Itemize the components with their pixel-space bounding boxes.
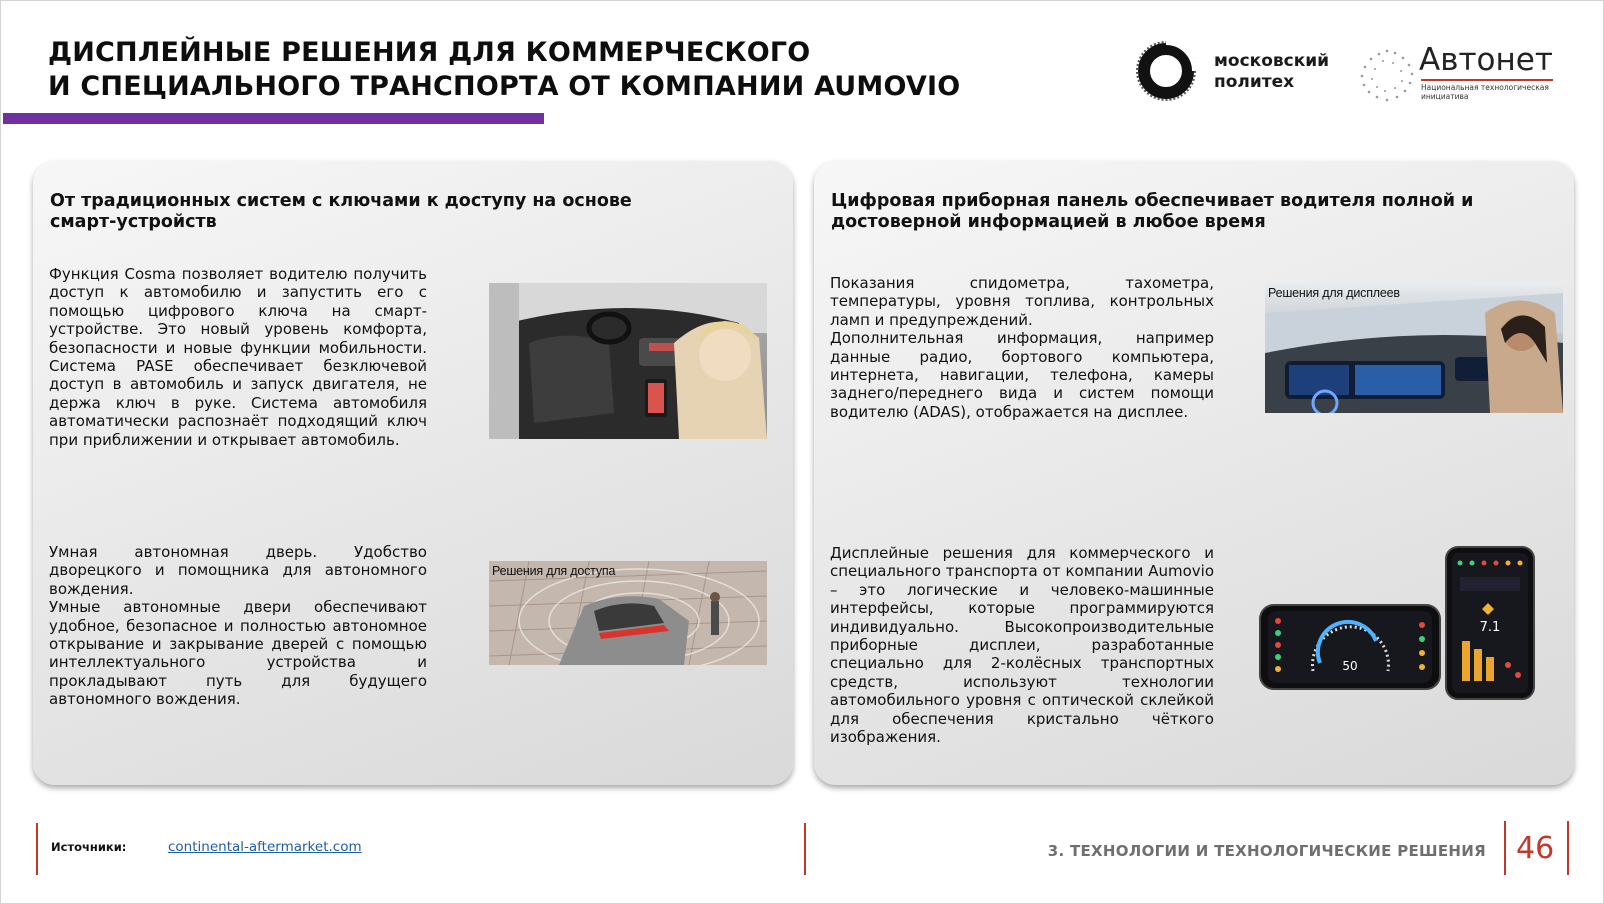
avtonet-underline	[1421, 79, 1553, 81]
access-photo-caption: Решения для доступа	[492, 564, 616, 578]
dashboard-description: Показания спидометра, тахометра, температуры, уровня топлива, контрольных ламп и предупреждений. Дополнительная информация, например данные радио, бортового компьютера, интернета, навигации, телефона, камеры заднего/переднего вида и систем помощи водителю (ADAS), отображается на дисплее.	[830, 274, 1214, 421]
avtonet-logo	[1357, 41, 1562, 107]
page-number-divider-left	[1504, 821, 1506, 875]
sources-label: Источники:	[51, 840, 127, 854]
page-title	[48, 36, 960, 104]
cluster-speed-readout: 50	[1342, 659, 1358, 673]
mospolytech-wordmark: московский политех	[1214, 51, 1330, 92]
instrument-clusters-image	[1258, 545, 1538, 701]
smart-door-photo	[489, 561, 767, 665]
mospolytech-ring-icon	[1134, 39, 1198, 103]
display-photo-caption: Решения для дисплеев	[1268, 286, 1400, 300]
section-name: 3. ТЕХНОЛОГИИ И ТЕХНОЛОГИЧЕСКИЕ РЕШЕНИЯ	[1047, 842, 1486, 860]
display-card-heading: Цифровая приборная панель обеспечивает водителя полной и достоверной информацией в любое время	[831, 191, 1474, 232]
avtonet-subtitle: Национальная технологическая инициатива	[1421, 83, 1549, 101]
footer-left-divider	[36, 823, 38, 875]
avtonet-dots-icon	[1357, 45, 1421, 105]
cluster-gauge-readout: 7.1	[1479, 620, 1501, 635]
title-accent-bar	[3, 113, 544, 124]
page-number-divider-right	[1567, 821, 1569, 875]
digital-cockpit-photo	[1265, 283, 1563, 413]
access-card-heading: От традиционных систем с ключами к доступу на основе смарт-устройств	[50, 191, 632, 232]
mospolytech-logo	[1134, 39, 1344, 105]
sources-link[interactable]: continental-aftermarket.com	[168, 839, 362, 855]
aumovio-display-description: Дисплейные решения для коммерческого и специального транспорта от компании Aumovio – это логические и человеко-машинные интерфейсы, которые программируются индивидуально. Высокопроизводительные приборные дисплеи, разработанные специально для 2-колёсных транспортных средств, используют технологии автомобильного уровня с оптической склейкой для обеспечения кристально чёткого изображения.	[830, 544, 1214, 747]
cosma-description: Функция Cosma позволяет водителю получить доступ к автомобилю и запустить его с помощью цифрового ключа на смарт-устройстве. Это новый уровень комфорта, безопасности и новые функции мобильности. Система PASE обеспечивает безключевой доступ в автомобиль и запуск двигателя, не держа ключ в руке. Система автомобиля автоматически распознаёт подходящий ключ при приближении и открывает автомобиль.	[49, 265, 427, 449]
title-line-1: ДИСПЛЕЙНЫЕ РЕШЕНИЯ ДЛЯ КОММЕРЧЕСКОГО	[48, 37, 811, 68]
page-number: 46	[1516, 831, 1555, 866]
car-interior-smartphone-photo	[489, 283, 767, 439]
access-solutions-card	[33, 161, 793, 785]
title-line-2: И СПЕЦИАЛЬНОГО ТРАНСПОРТА ОТ КОМПАНИИ AUMOVIO	[48, 71, 961, 102]
smart-door-description: Умная автономная дверь. Удобство дворецкого и помощника для автономного вождения. Умные автономные двери обеспечивают удобное, безопасное и полностью автономное открывание и закрывание дверей с помощью интеллектуального устройства и прокладывают путь для будущего автономного вождения.	[49, 543, 427, 709]
footer-middle-divider	[804, 823, 806, 875]
avtonet-wordmark: Автонет	[1419, 42, 1553, 78]
display-solutions-card	[814, 161, 1574, 785]
